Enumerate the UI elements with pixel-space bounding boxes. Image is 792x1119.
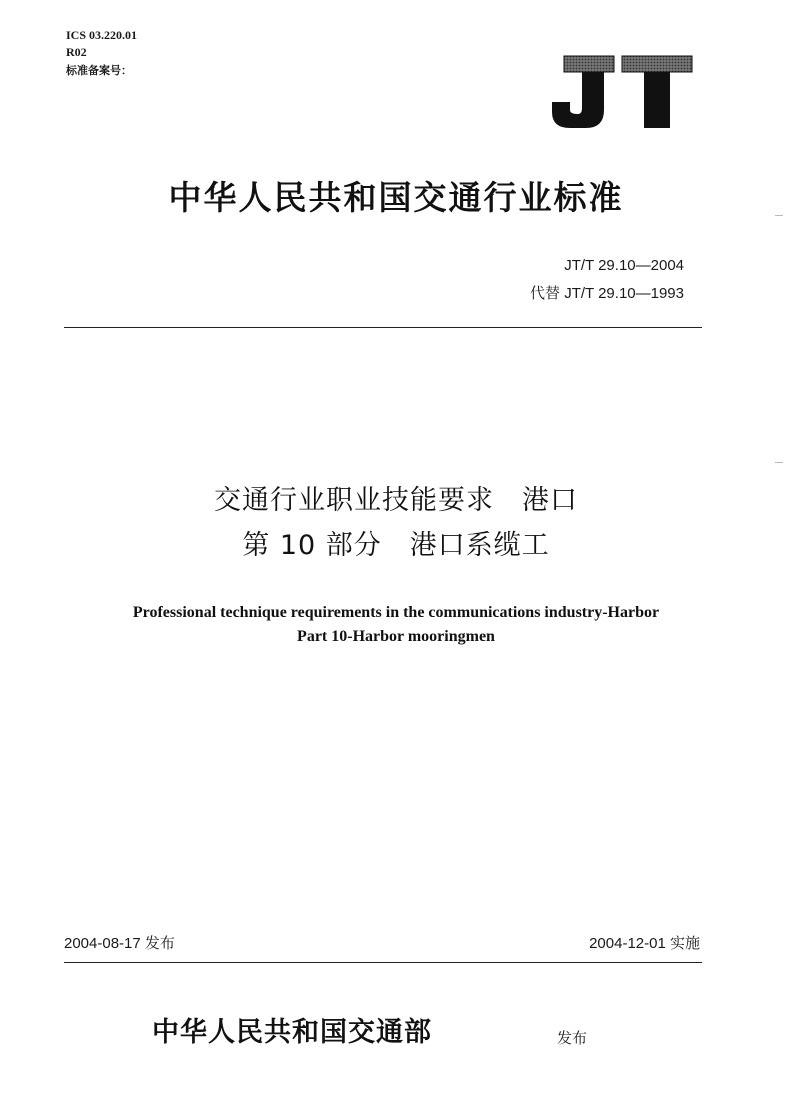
- logo-t-letter: [622, 56, 692, 128]
- replaced-standard: 代替 JT/T 29.10—1993: [530, 285, 684, 302]
- title-en-line1: Professional technique requirements in the communications industry-Harbor: [132, 604, 660, 621]
- standard-number: JT/T 29.10—2004: [564, 257, 684, 274]
- effective-date: 2004-12-01 实施: [589, 935, 700, 952]
- scan-mark: [775, 215, 783, 216]
- issuing-authority: 中华人民共和国交通部: [152, 1017, 432, 1048]
- top-divider: [64, 327, 702, 328]
- standard-category-title: 中华人民共和国交通行业标准: [168, 178, 624, 217]
- publish-date: 2004-08-17 发布: [64, 935, 175, 952]
- logo-j-letter: [552, 56, 614, 128]
- title-en-line2: Part 10-Harbor mooringmen: [297, 628, 495, 645]
- scan-mark: [775, 462, 783, 463]
- record-number-label: 标准备案号：: [66, 64, 132, 77]
- issue-label: 发布: [557, 1029, 588, 1047]
- ccs-code: R02: [66, 45, 87, 59]
- ics-code: ICS 03.220.01: [66, 28, 138, 42]
- title-cn-line1: 交通行业职业技能要求 港口: [214, 485, 578, 516]
- bottom-divider: [64, 962, 702, 963]
- title-cn-line2: 第 10 部分 港口系缆工: [242, 530, 550, 561]
- jt-logo: [548, 52, 698, 132]
